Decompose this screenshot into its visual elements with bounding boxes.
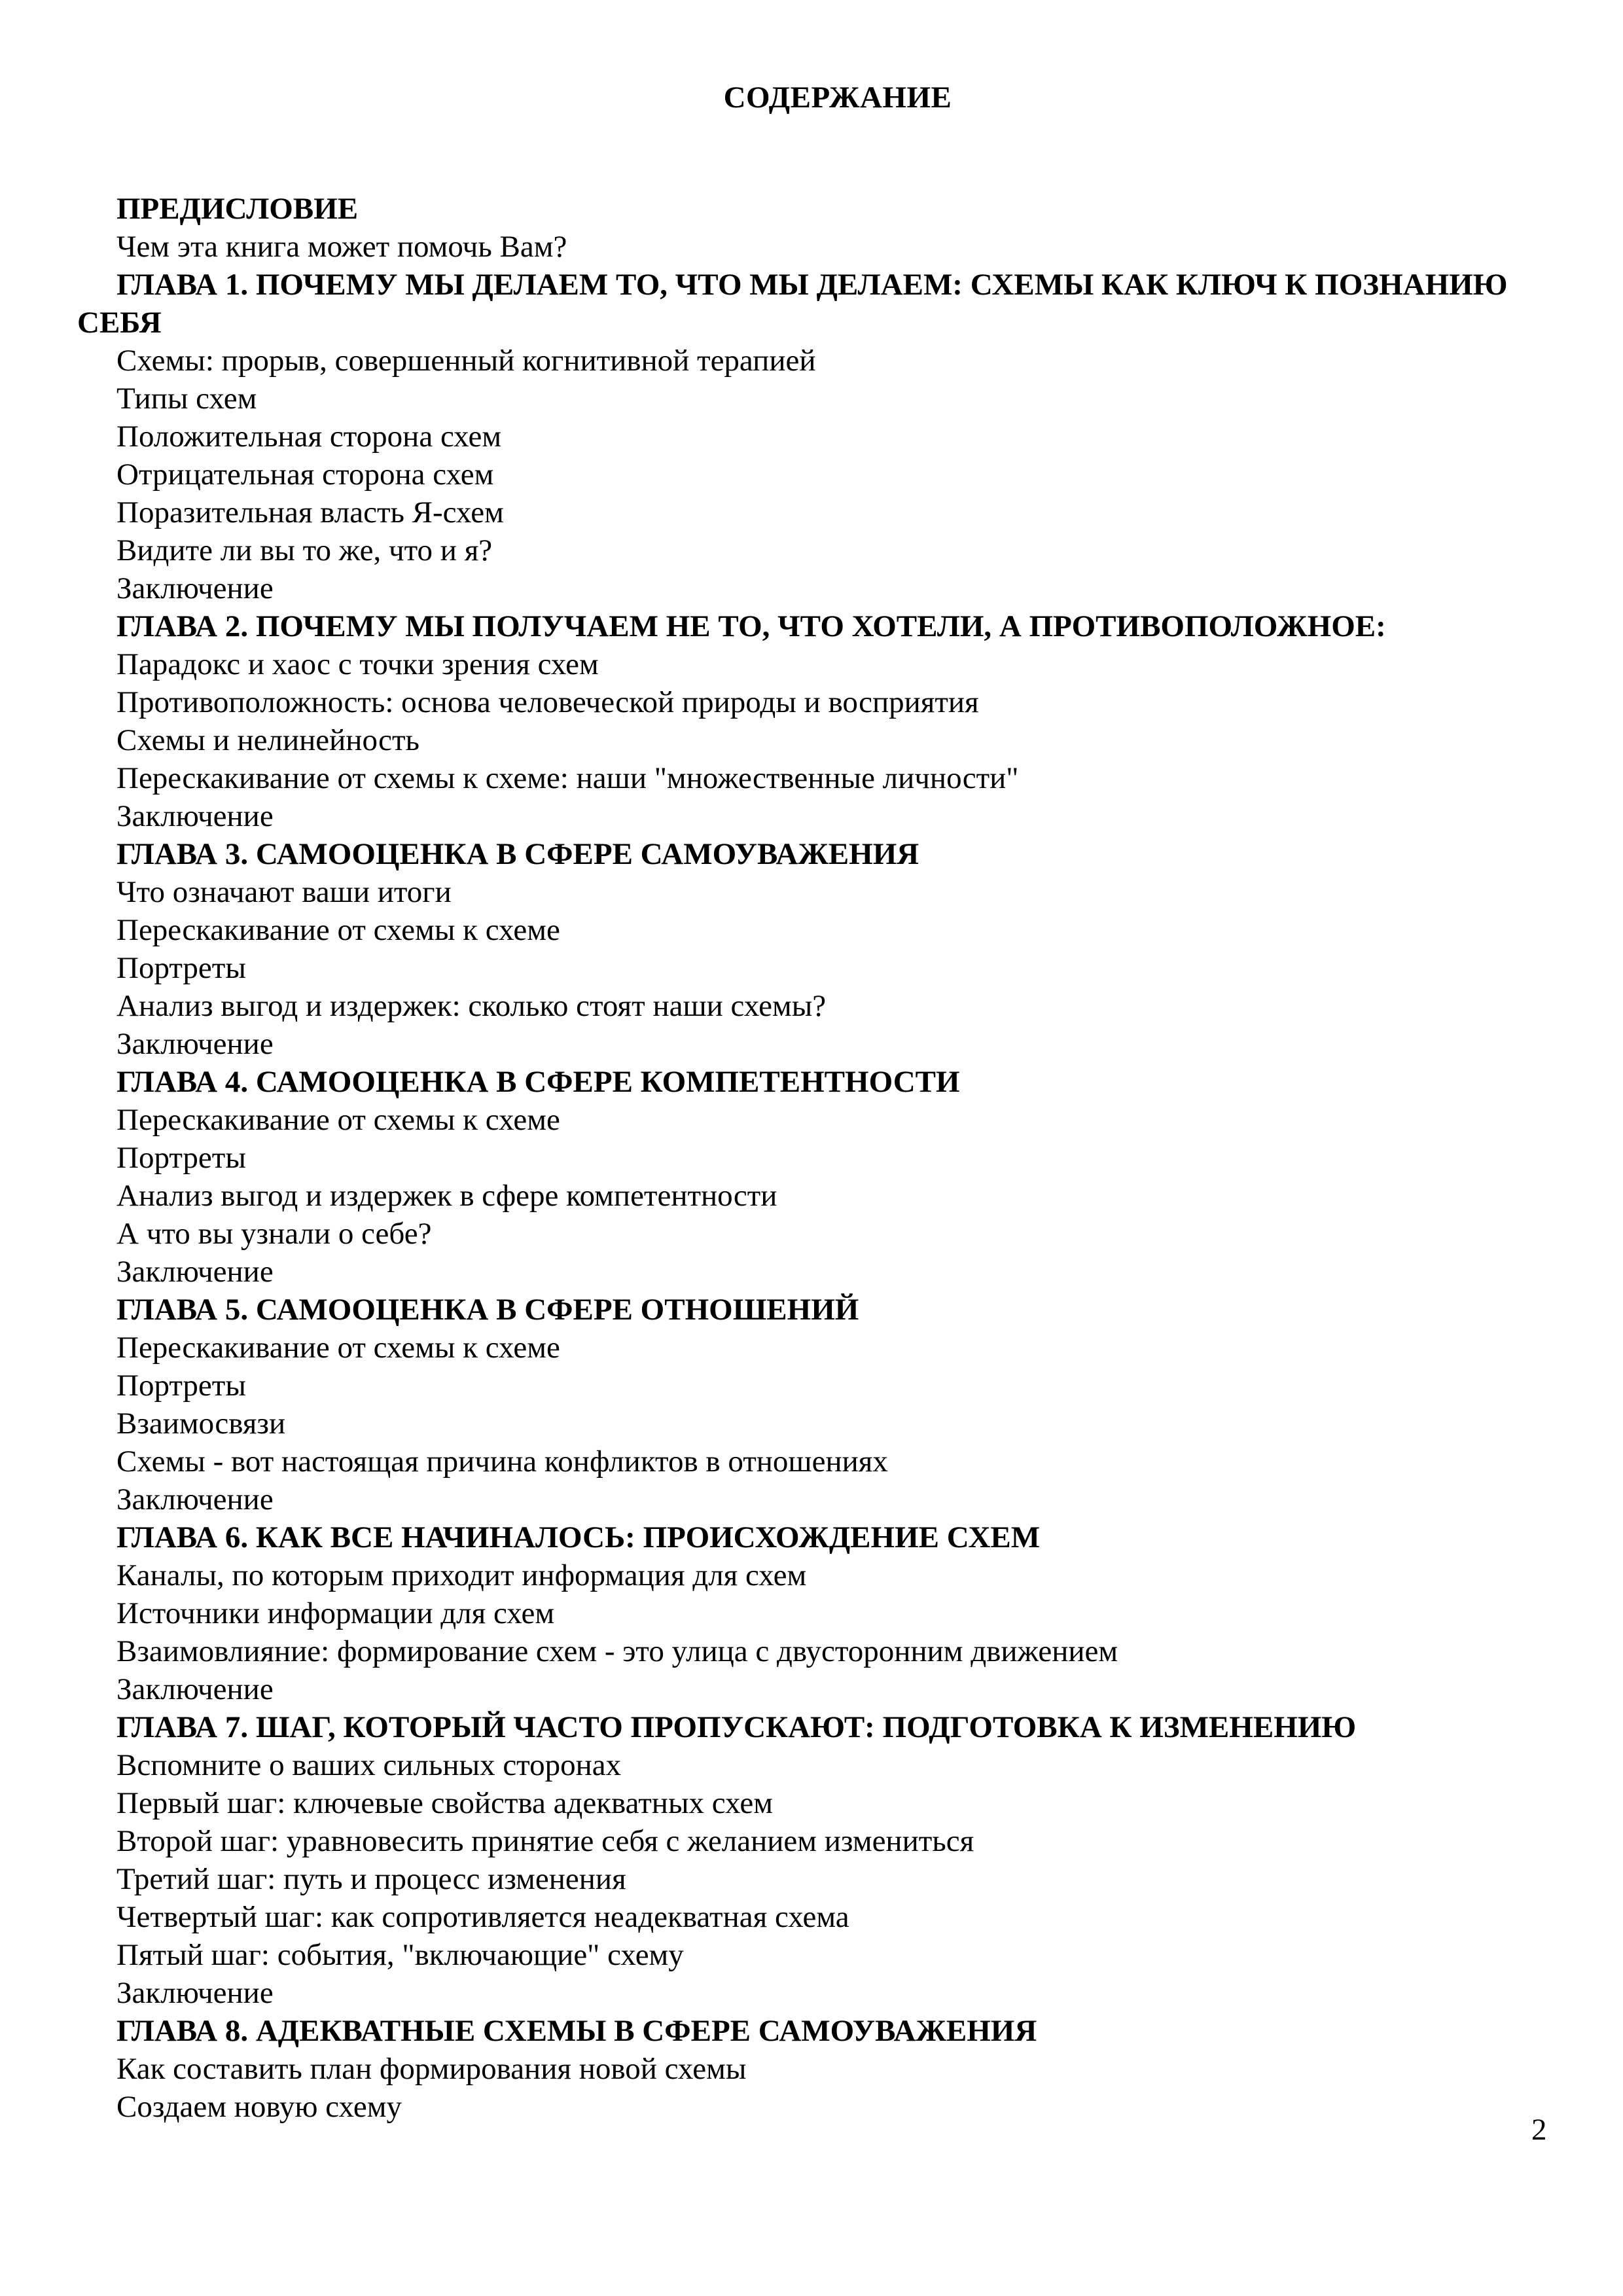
toc-chapter-heading: ГЛАВА 1. ПОЧЕМУ МЫ ДЕЛАЕМ ТО, ЧТО МЫ ДЕЛАЕМ: СХЕМЫ КАК КЛЮЧ К ПОЗНАНИЮ СЕБЯ	[77, 268, 1508, 340]
toc-entry: Чем эта книга может помочь Вам?	[116, 230, 567, 264]
toc-entry: Создаем новую схему	[116, 2090, 402, 2124]
table-of-contents	[77, 190, 1569, 2126]
toc-entry: Каналы, по которым приходит информация для схем	[116, 1558, 807, 1592]
toc-entry: Заключение	[116, 799, 274, 833]
toc-entry: Противоположность: основа человеческой природы и восприятия	[116, 685, 979, 719]
toc-entry: Как составить план формирования новой схемы	[116, 2052, 747, 2086]
toc-entry: Перескакивание от схемы к схеме: наши "множественные личности"	[116, 761, 1019, 795]
toc-entry: Отрицательная сторона схем	[116, 457, 494, 492]
toc-entry: Третий шаг: путь и процесс изменения	[116, 1862, 626, 1896]
toc-entry: Анализ выгод и издержек: сколько стоят наши схемы?	[116, 989, 827, 1023]
toc-entry: Заключение	[116, 571, 274, 605]
toc-entry: Типы схем	[116, 382, 257, 416]
toc-entry: Заключение	[116, 1027, 274, 1061]
toc-chapter-heading: ГЛАВА 7. ШАГ, КОТОРЫЙ ЧАСТО ПРОПУСКАЮТ: ПОДГОТОВКА К ИЗМЕНЕНИЮ	[116, 1710, 1357, 1744]
toc-chapter-heading: ГЛАВА 3. САМООЦЕНКА В СФЕРЕ САМОУВАЖЕНИЯ	[116, 837, 919, 871]
toc-entry: Заключение	[116, 1976, 274, 2010]
toc-chapter-heading: ГЛАВА 6. КАК ВСЕ НАЧИНАЛОСЬ: ПРОИСХОЖДЕНИЕ СХЕМ	[116, 1520, 1041, 1554]
toc-entry: А что вы узнали о себе?	[116, 1217, 432, 1251]
toc-entry: Видите ли вы то же, что и я?	[116, 533, 493, 567]
toc-entry: Схемы: прорыв, совершенный когнитивной терапией	[116, 344, 816, 378]
toc-entry: Взаимовлияние: формирование схем - это улица с двусторонним движением	[116, 1634, 1118, 1668]
toc-entry: Вспомните о ваших сильных сторонах	[116, 1748, 622, 1782]
toc-entry: Что означают ваши итоги	[116, 875, 452, 909]
toc-entry: Четвертый шаг: как сопротивляется неадекватная схема	[116, 1900, 849, 1934]
toc-entry: Первый шаг: ключевые свойства адекватных схем	[116, 1786, 773, 1820]
toc-entry: Схемы и нелинейность	[116, 723, 419, 757]
toc-entry: Схемы - вот настоящая причина конфликтов в отношениях	[116, 1444, 888, 1479]
toc-entry: Заключение	[116, 1255, 274, 1289]
toc-chapter-heading: ГЛАВА 5. САМООЦЕНКА В СФЕРЕ ОТНОШЕНИЙ	[116, 1293, 859, 1327]
toc-entry: Положительная сторона схем	[116, 420, 502, 454]
toc-entry: Перескакивание от схемы к схеме	[116, 913, 560, 947]
toc-entry: Анализ выгод и издержек в сфере компетентности	[116, 1179, 777, 1213]
toc-entry: Пятый шаг: события, "включающие" схему	[116, 1938, 684, 1972]
toc-entry: Заключение	[116, 1672, 274, 1706]
page-title: СОДЕРЖАНИЕ	[723, 81, 952, 115]
toc-entry: Перескакивание от схемы к схеме	[116, 1331, 560, 1365]
toc-entry: Портреты	[116, 1141, 246, 1175]
toc-chapter-heading: ГЛАВА 8. АДЕКВАТНЫЕ СХЕМЫ В СФЕРЕ САМОУВАЖЕНИЯ	[116, 2014, 1037, 2048]
toc-entry: Второй шаг: уравновесить принятие себя с желанием измениться	[116, 1824, 974, 1858]
toc-chapter-heading: ГЛАВА 2. ПОЧЕМУ МЫ ПОЛУЧАЕМ НЕ ТО, ЧТО ХОТЕЛИ, А ПРОТИВОПОЛОЖНОЕ:	[116, 609, 1386, 643]
toc-entry: Заключение	[116, 1482, 274, 1516]
page-number: 2	[1531, 2113, 1547, 2147]
toc-entry: Источники информации для схем	[116, 1596, 555, 1630]
toc-chapter-heading: ПРЕДИСЛОВИЕ	[116, 192, 359, 226]
toc-entry: Взаимосвязи	[116, 1407, 286, 1441]
toc-entry: Портреты	[116, 1369, 246, 1403]
toc-entry: Парадокс и хаос с точки зрения схем	[116, 647, 599, 681]
toc-entry: Портреты	[116, 951, 246, 985]
toc-chapter-heading: ГЛАВА 4. САМООЦЕНКА В СФЕРЕ КОМПЕТЕНТНОСТИ	[116, 1065, 960, 1099]
toc-entry: Поразительная власть Я-схем	[116, 495, 504, 529]
toc-entry: Перескакивание от схемы к схеме	[116, 1103, 560, 1137]
